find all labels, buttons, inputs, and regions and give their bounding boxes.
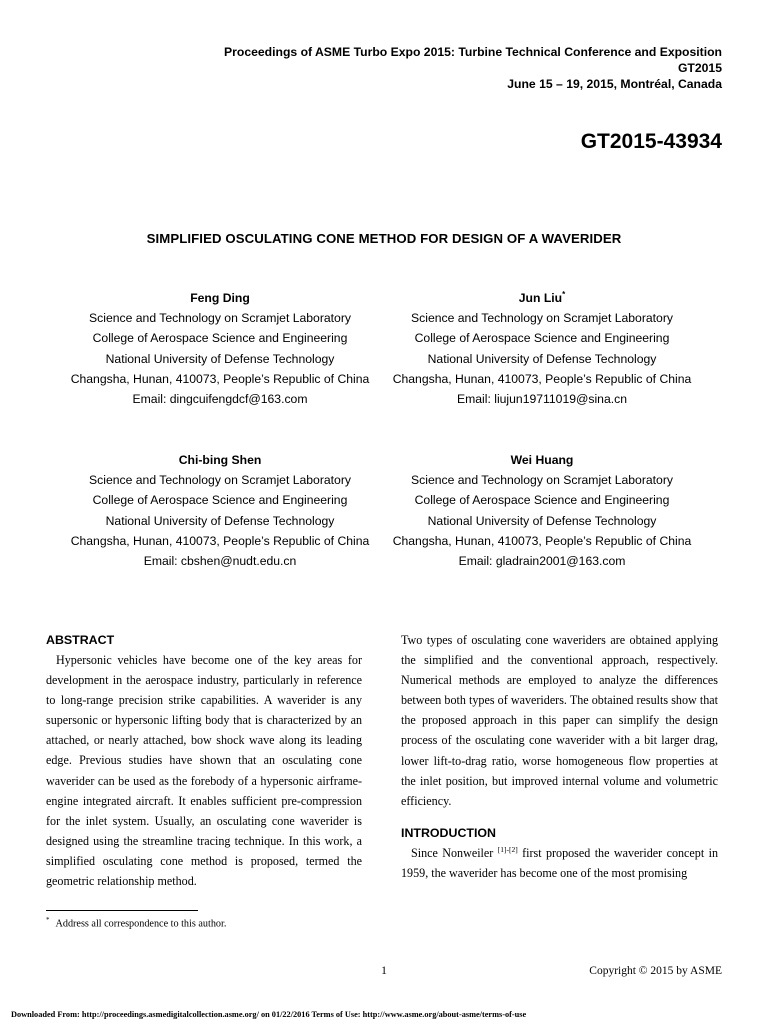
author-email: Email: cbshen@nudt.edu.cn	[143, 554, 297, 569]
author-name: Feng Ding	[190, 291, 250, 305]
citation-ref: [1]-[2]	[497, 844, 518, 854]
author-email: Email: gladrain2001@163.com	[458, 554, 626, 569]
conference-name: Proceedings of ASME Turbo Expo 2015: Turbine Technical Conference and Exposition	[224, 45, 722, 59]
conference-code: GT2015	[677, 61, 722, 75]
author-address: Changsha, Hunan, 410073, People’s Republic of China	[392, 371, 692, 386]
copyright-notice: Copyright © 2015 by ASME	[589, 965, 722, 977]
conference-dates-location: June 15 – 19, 2015, Montréal, Canada	[507, 77, 722, 91]
page-number: 1	[381, 965, 387, 977]
author-college: College of Aerospace Science and Engineering	[92, 331, 348, 346]
author-block	[372, 288, 712, 409]
author-university: National University of Defense Technology	[427, 513, 657, 528]
author-address: Changsha, Hunan, 410073, People’s Republic of China	[70, 533, 370, 548]
conference-header	[42, 44, 722, 92]
download-notice: Downloaded From: http://proceedings.asmedigitalcollection.asme.org/ on 01/22/2016 Terms of Use: http://www.asme.org/about-asme/terms-of-use	[11, 1010, 527, 1019]
left-column	[46, 630, 362, 891]
introduction-text: Since Nonweiler [1]-[2] first proposed the waverider concept in 1959, the waverider has become one of the most promising	[401, 844, 718, 880]
author-lab: Science and Technology on Scramjet Laboratory	[89, 473, 351, 488]
author-college: College of Aerospace Science and Engineering	[92, 493, 348, 508]
abstract-text: Hypersonic vehicles have become one of the key areas for development in the aerospace industry, particularly in reference to long-range precision strike capabilities. A waverider is any supersonic or hypersonic lifting body that is characterized by an attached, or nearly attached, bow shock wave along its leading edge. Previous studies have shown that an osculating cone waverider can be used as the forebody of a hypersonic airframe-engine integrated aircraft. It enables sufficient pre-compression for the inlet system. Usually, an osculating cone waverider is designed using the streamline tracing technique. In this work, a simplified osculating cone method is proposed, termed the geometric relationship method.	[46, 653, 362, 889]
footnote-mark: *	[46, 916, 50, 924]
author-lab: Science and Technology on Scramjet Laboratory	[89, 311, 351, 326]
author-name: Jun Liu*	[518, 289, 566, 305]
author-college: College of Aerospace Science and Engineering	[414, 331, 670, 346]
corresponding-author-mark: *	[562, 289, 566, 299]
author-block	[372, 450, 712, 571]
author-address: Changsha, Hunan, 410073, People’s Republic of China	[392, 533, 692, 548]
right-column	[401, 630, 718, 883]
footnote	[46, 916, 226, 929]
footnote-text: Address all correspondence to this author.	[55, 918, 227, 930]
author-block	[50, 288, 390, 409]
footnote-divider	[46, 910, 198, 911]
author-address: Changsha, Hunan, 410073, People’s Republic of China	[70, 371, 370, 386]
author-name: Wei Huang	[510, 453, 574, 467]
paper-title: SIMPLIFIED OSCULATING CONE METHOD FOR DESIGN OF A WAVERIDER	[146, 231, 622, 246]
author-lab: Science and Technology on Scramjet Laboratory	[411, 473, 673, 488]
author-lab: Science and Technology on Scramjet Laboratory	[411, 311, 673, 326]
author-university: National University of Defense Technology	[105, 351, 335, 366]
abstract-text-continued: Two types of osculating cone waveriders are obtained applying the simplified and the conventional approach, respectively. Numerical methods are employed to analyze the differences between both types of waveriders. The obtained results show that the proposed approach in this paper can simplify the design process of the osculating cone waverider with a bit larger drag, lower lift-to-drag ratio, worse homogeneous flow properties at the inlet position, but improved internal volume and volumetric efficiency.	[401, 633, 718, 808]
author-email: Email: liujun19711019@sina.cn	[456, 392, 627, 407]
author-name: Chi-bing Shen	[178, 453, 262, 467]
author-university: National University of Defense Technology	[427, 351, 657, 366]
paper-id: GT2015-43934	[580, 130, 722, 153]
author-block	[50, 450, 390, 571]
abstract-heading: ABSTRACT	[46, 633, 115, 647]
introduction-heading: INTRODUCTION	[401, 825, 496, 840]
author-university: National University of Defense Technology	[105, 513, 335, 528]
author-email: Email: dingcuifengdcf@163.com	[132, 392, 308, 407]
author-college: College of Aerospace Science and Engineering	[414, 493, 670, 508]
